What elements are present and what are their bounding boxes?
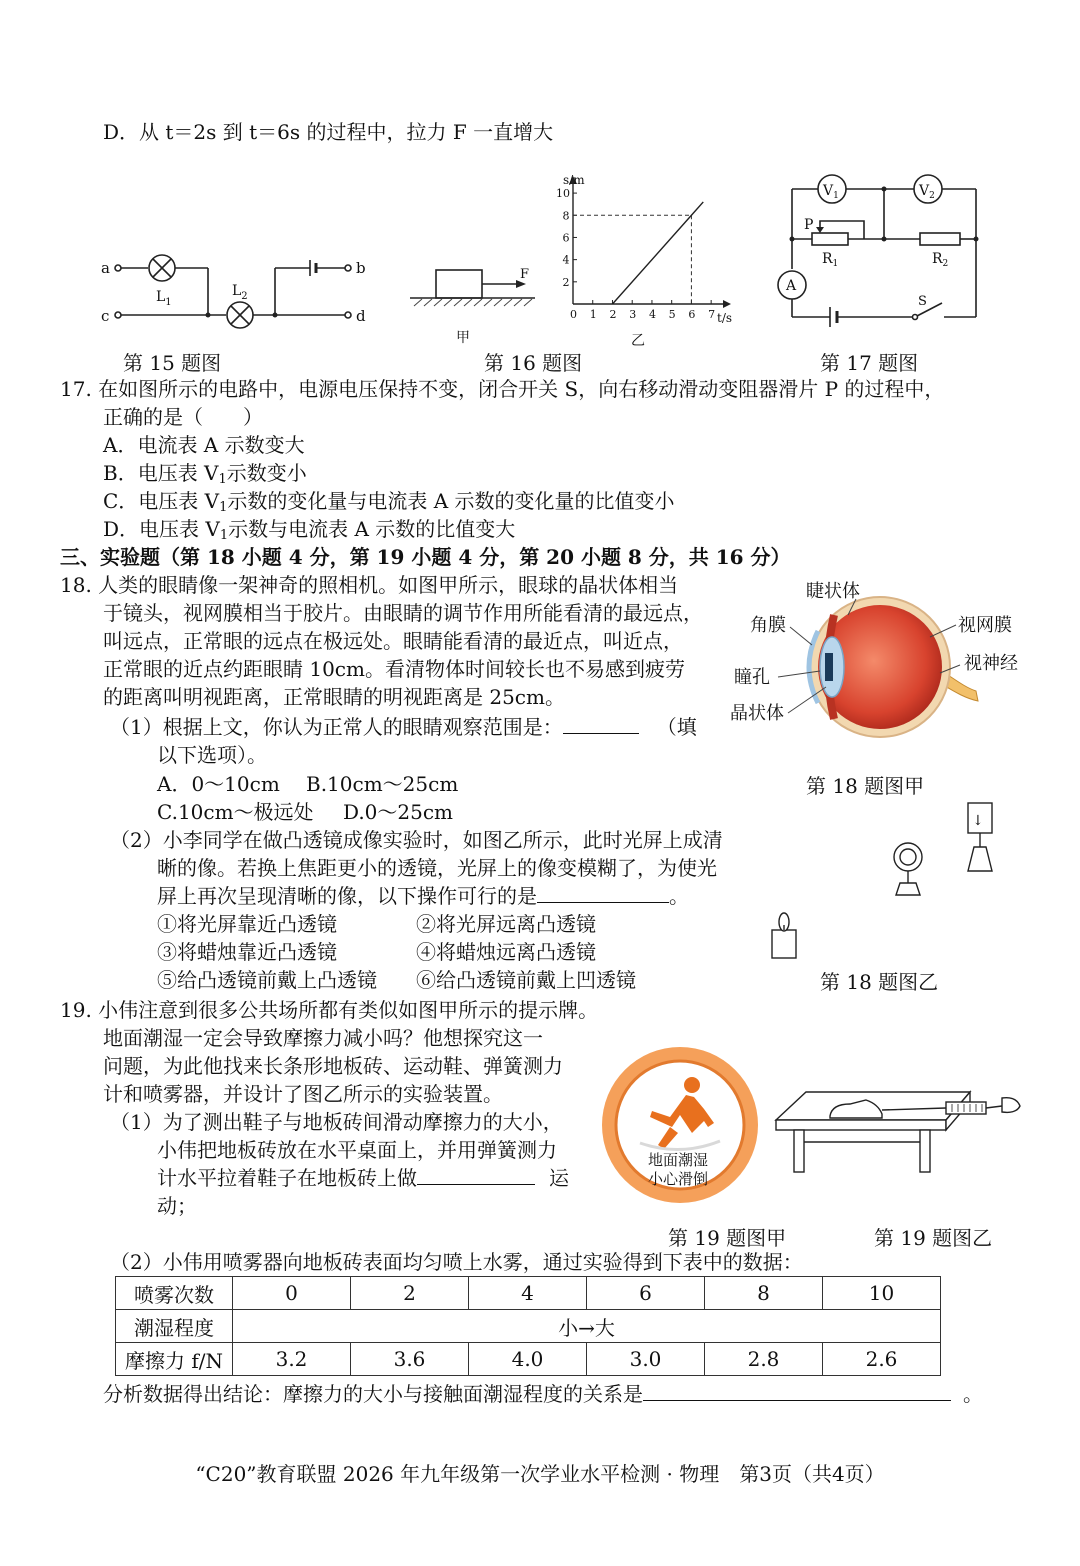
table-leg xyxy=(794,1130,804,1172)
answer-blank-q19-2[interactable] xyxy=(643,1380,951,1401)
label-ciliary-body: 睫状体 xyxy=(806,581,860,602)
q17-option-a: A．电流表 A 示数变大 xyxy=(103,433,305,457)
caption-fig16: 第 16 题图 xyxy=(484,351,583,375)
q18-part-2: （2）小李同学在做凸透镜成像实验时，如图乙所示，此时光屏上成清 xyxy=(110,828,723,852)
q19-part-1-line-4: 动； xyxy=(157,1194,197,1218)
candle xyxy=(772,930,796,958)
figure-16-jia xyxy=(410,262,540,346)
x-tick-label: 3 xyxy=(629,308,637,321)
q18-op-2: ②将光屏远离凸透镜 xyxy=(416,912,596,936)
hand-icon xyxy=(1002,1098,1020,1113)
svg-text:V2: $V_2$ xyxy=(919,183,935,201)
resistor-r2 xyxy=(920,233,960,245)
label-l2: L xyxy=(232,283,242,299)
figure-19-jia-sign xyxy=(600,1045,760,1205)
q19-line-3: 问题，为此他找来长条形地板砖、运动鞋、弹簧测力 xyxy=(103,1054,563,1078)
y-tick-label: 2 xyxy=(562,275,570,289)
svg-text:R1: $R_1$ xyxy=(822,251,839,269)
label-switch: S xyxy=(918,294,927,309)
x-tick-label: 1 xyxy=(589,308,597,321)
figure-17-circuit xyxy=(770,175,980,325)
q18-part-2-line-3: 屏上再次呈现清晰的像，以下操作可行的是 。 xyxy=(157,884,689,908)
figure-16-yi-chart xyxy=(553,172,743,347)
table-cell: 10 xyxy=(823,1277,941,1310)
table-row-wetness xyxy=(116,1310,941,1343)
label-l1: L xyxy=(156,289,166,305)
figure-19-yi-apparatus xyxy=(770,1080,1040,1180)
table-cell: 3.0 xyxy=(587,1343,705,1376)
q19-line-2: 地面潮湿一定会导致摩擦力减小吗？他想探究这一 xyxy=(103,1026,543,1050)
q18-part-1-cont: 以下选项）。 xyxy=(157,743,267,767)
y-axis-label: s/m xyxy=(563,173,585,187)
q18-op-5: ⑤给凸透镜前戴上凸透镜 xyxy=(157,968,377,992)
label-d: d xyxy=(356,307,366,325)
answer-blank-q19-1[interactable] xyxy=(417,1164,535,1185)
q19-part-1-line-3: 计水平拉着鞋子在地板砖上做 运 xyxy=(157,1166,569,1190)
label-v2: V xyxy=(919,183,930,199)
rheostat-r1 xyxy=(812,233,848,245)
label-yi: 乙 xyxy=(631,333,645,349)
table-cell: 4.0 xyxy=(469,1343,587,1376)
y-tick-label: 8 xyxy=(562,209,570,223)
label-r1: R xyxy=(822,251,833,267)
q18-line-2: 于镜头，视网膜相当于胶片。由眼睛的调节作用所能看清的最远点， xyxy=(103,601,703,625)
section-3-heading: 三、实验题（第 18 小题 4 分，第 19 小题 4 分，第 20 小题 8 分，共 16 分） xyxy=(60,545,791,569)
label-optic-nerve: 视神经 xyxy=(964,653,1018,674)
table-cell: 4 xyxy=(469,1277,587,1310)
caption-fig19-jia: 第 19 题图甲 xyxy=(668,1226,787,1250)
q18-line-3: 叫远点，正常眼的远点在极远处。眼睛能看清的最近点，叫近点， xyxy=(103,629,683,653)
svg-text:L2: $L_2$ xyxy=(232,283,248,302)
label-cornea: 角膜 xyxy=(750,615,786,636)
table-header: 喷雾次数 xyxy=(116,1277,233,1310)
table-cell: 2.6 xyxy=(823,1343,941,1376)
label-p: P xyxy=(804,217,814,233)
q18-op-4: ④将蜡烛远离凸透镜 xyxy=(416,940,596,964)
q19-part-2: （2）小伟用喷雾器向地板砖表面均匀喷上水雾，通过实验得到下表中的数据： xyxy=(110,1250,803,1274)
caption-fig18-jia: 第 18 题图甲 xyxy=(806,774,925,798)
x-tick-label: 6 xyxy=(688,308,696,321)
label-v1: V xyxy=(823,183,834,199)
table-header: 潮湿程度 xyxy=(116,1310,233,1343)
q18-line-4: 正常眼的近点约距眼睛 10cm。看清物体时间较长也不易感到疲劳 xyxy=(103,657,685,681)
q18-part-2-line-2: 晰的像。若换上焦距更小的透镜，光屏上的像变模糊了，为使光 xyxy=(157,856,717,880)
data-table xyxy=(115,1276,941,1376)
label-force: F xyxy=(520,267,530,282)
q18-part-1: （1）根据上文，你认为正常人的眼睛观察范围是： （填 xyxy=(110,715,697,739)
q19-part-1-line-2: 小伟把地板砖放在水平桌面上，并用弹簧测力 xyxy=(157,1138,557,1162)
sign-text-2: 小心滑倒 xyxy=(648,1170,709,1188)
table-header: 摩擦力 f/N xyxy=(116,1343,233,1376)
figure-18-yi-optics xyxy=(760,795,1020,965)
caption-fig18-yi: 第 18 题图乙 xyxy=(820,970,939,994)
q19-line-4: 计和喷雾器，并设计了图乙所示的实验装置。 xyxy=(103,1082,503,1106)
label-r2: R xyxy=(932,251,943,267)
x-axis-label: t/s xyxy=(717,311,733,325)
x-tick-label: 4 xyxy=(648,308,656,321)
label-jia: 甲 xyxy=(456,330,470,346)
q17-option-b: B．电压表 $V_1$示数变小 xyxy=(103,461,307,487)
label-lens: 晶状体 xyxy=(730,703,784,724)
y-tick-label: 10 xyxy=(556,187,570,201)
page-footer: “C20”教育联盟 2026 年九年级第一次学业水平检测 · 物理 第3页（共4页） xyxy=(195,1462,885,1486)
table-cell: 6 xyxy=(587,1277,705,1310)
x-tick-label: 5 xyxy=(668,308,676,321)
q18-op-6: ⑥给凸透镜前戴上凹透镜 xyxy=(416,968,636,992)
y-tick-label: 4 xyxy=(562,253,570,267)
q19-part-1: （1）为了测出鞋子与地板砖间滑动摩擦力的大小， xyxy=(110,1110,563,1134)
caption-fig17: 第 17 题图 xyxy=(820,351,919,375)
table-cell: 8 xyxy=(705,1277,823,1310)
q16-option-d: D．从 t＝2s 到 t＝6s 的过程中，拉力 F 一直增大 xyxy=(103,120,554,144)
label-a: a xyxy=(101,259,110,277)
table-cell: 2 xyxy=(351,1277,469,1310)
block xyxy=(436,270,482,298)
q18-op-3: ③将蜡烛靠近凸透镜 xyxy=(157,940,337,964)
x-tick-label: 7 xyxy=(708,308,716,321)
sign-text-1: 地面潮湿 xyxy=(648,1151,709,1169)
caption-fig19-yi: 第 19 题图乙 xyxy=(874,1226,993,1250)
table-cell: 小→大 xyxy=(233,1310,941,1343)
answer-blank-q18-2[interactable] xyxy=(537,882,669,903)
q18-op-1: ①将光屏靠近凸透镜 xyxy=(157,912,337,936)
figure-18-jia-eye xyxy=(730,575,1040,760)
label-c: c xyxy=(101,307,110,325)
pupil xyxy=(825,653,833,681)
label-b: b xyxy=(356,259,366,277)
q17-option-c: C．电压表 $V_1$示数的变化量与电流表 A 示数的变化量的比值变小 xyxy=(103,489,675,515)
q17-option-d: D．电压表 $V_1$示数与电流表 A 示数的比值变大 xyxy=(103,517,516,543)
q18-line-1: 18. 人类的眼睛像一架神奇的照相机。如图甲所示，眼球的晶状体相当 xyxy=(60,573,679,597)
table-cell: 3.2 xyxy=(233,1343,351,1376)
table-cell: 3.6 xyxy=(351,1343,469,1376)
q18-line-5: 的距离叫明视距离，正常眼睛的明视距离是 25cm。 xyxy=(103,685,565,709)
q18-option-c: C.10cm～极远处 xyxy=(157,800,314,824)
svg-text:L1: $L_1$ xyxy=(156,289,172,308)
q18-option-d: D.0～25cm xyxy=(343,800,454,824)
q17-stem-2: 正确的是（ ） xyxy=(103,405,263,429)
terminal-a xyxy=(115,265,121,271)
answer-blank-q18-1[interactable] xyxy=(563,713,639,734)
label-ammeter: A xyxy=(786,278,797,294)
table-row-friction xyxy=(116,1343,941,1376)
y-tick-label: 6 xyxy=(562,231,570,245)
table-cell: 0 xyxy=(233,1277,351,1310)
inverted-image-icon: ↓ xyxy=(972,813,984,829)
q17-stem: 17. 在如图所示的电路中，电源电压保持不变，闭合开关 S，向右移动滑动变阻器滑片 P 的过程中， xyxy=(60,377,945,401)
label-retina: 视网膜 xyxy=(958,615,1012,636)
q18-option-a: A．0～10cm xyxy=(157,772,280,796)
q18-option-b: B.10cm～25cm xyxy=(306,772,459,796)
series-line-s-t xyxy=(612,202,703,304)
figure-15-circuit xyxy=(100,245,380,335)
x-tick-label: 2 xyxy=(609,308,617,321)
table-row-spray-count xyxy=(116,1277,941,1310)
q19-line-1: 19. 小伟注意到很多公共场所都有类似如图甲所示的提示牌。 xyxy=(60,998,599,1022)
svg-text:V1: $V_1$ xyxy=(823,183,839,201)
label-pupil: 瞳孔 xyxy=(734,667,770,688)
table-cell: 2.8 xyxy=(705,1343,823,1376)
x-tick-label: 0 xyxy=(570,308,577,321)
q19-conclusion: 分析数据得出结论：摩擦力的大小与接触面潮湿程度的关系是 。 xyxy=(103,1382,983,1406)
caption-fig15: 第 15 题图 xyxy=(123,351,222,375)
svg-text:R2: $R_2$ xyxy=(932,251,949,269)
